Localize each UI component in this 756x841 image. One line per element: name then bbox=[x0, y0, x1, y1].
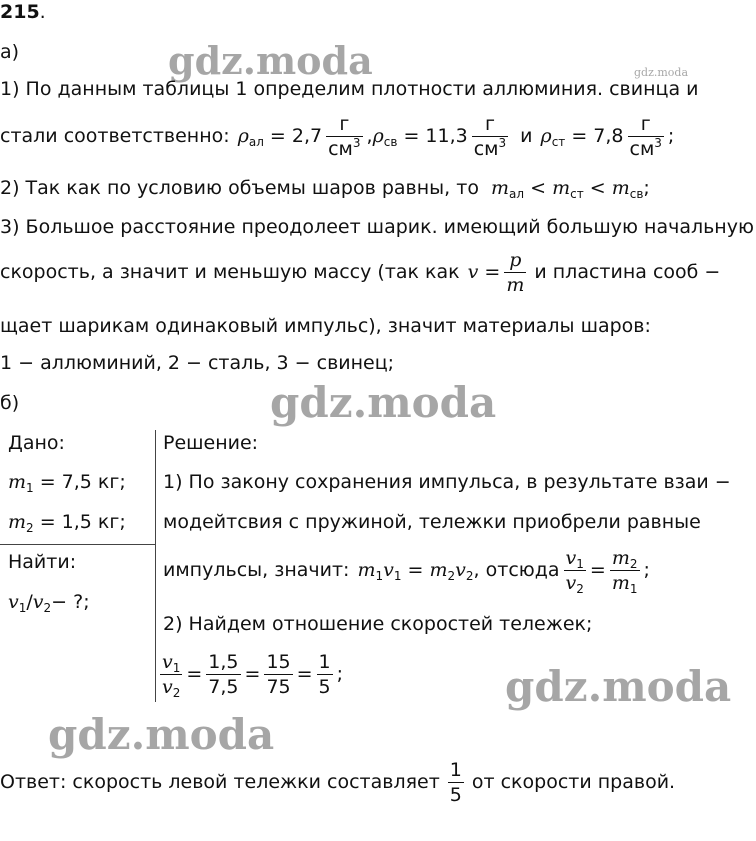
velocity-formula: v = bbox=[467, 261, 501, 283]
watermark-logo-small: gdz.moda bbox=[634, 66, 689, 79]
ratio-computation bbox=[160, 644, 343, 704]
eq-sign-r2: = bbox=[244, 663, 261, 685]
mass-inequality: $m_{ал} < m_{ст} < m_{св}$; bbox=[491, 177, 650, 201]
eq-sign-r1: = bbox=[186, 663, 203, 685]
solution-s1-line2: модейтсвия с пружиной, тележки приобрели равные bbox=[163, 511, 701, 533]
given-divider-horizontal bbox=[0, 544, 155, 545]
solution-s1-line3 bbox=[163, 542, 650, 598]
answer-fraction: $\frac{1}{5}$ bbox=[449, 758, 462, 806]
p-over-m-fraction: $\frac{p}{m}$ bbox=[506, 248, 525, 296]
rho-st: $\rho_{ст} = 7,8$ bbox=[540, 125, 624, 149]
find-title: Найти: bbox=[8, 551, 77, 573]
ratio-v-fraction: $\frac{v_1}{v_2}$ bbox=[162, 650, 181, 700]
part-a-p2 bbox=[0, 176, 650, 200]
solution-title: Решение: bbox=[163, 432, 259, 454]
part-a-label: а) bbox=[0, 41, 20, 63]
densities-prefix: стали соответственно: bbox=[0, 125, 230, 147]
solution-s1-line1: 1) По закону сохранения импульса, в результате взаи − bbox=[163, 471, 731, 493]
unit-fraction-sv: $\frac{г}{см^3}$ bbox=[473, 112, 507, 160]
eq-sign-r3: = bbox=[296, 663, 313, 685]
watermark-logo-3: gdz.moda bbox=[505, 662, 732, 711]
part-b-label: б) bbox=[0, 392, 20, 414]
m2-over-m1-fraction: $\frac{m_2}{m_1}$ bbox=[611, 546, 638, 596]
p2-text: 2) Так как по условию объемы шаров равны, то bbox=[0, 177, 479, 199]
problem-number-dot: . bbox=[39, 1, 46, 23]
s1-end: ; bbox=[643, 559, 650, 581]
unit-fraction-al: $\frac{г}{см^3}$ bbox=[328, 112, 361, 160]
watermark-logo-4: gdz.moda bbox=[48, 710, 275, 759]
part-a-p3-line4: 1 − аллюминий, 2 − сталь, 3 − свинец; bbox=[0, 352, 395, 374]
solution-s2-line1: 2) Найдем отношение скоростей тележек; bbox=[163, 613, 593, 635]
watermark-logo-2: gdz.moda bbox=[270, 378, 497, 427]
answer-suffix: от скорости правой. bbox=[471, 771, 676, 793]
rho-sv: $\rho_{св} = 11,3$ bbox=[372, 125, 468, 149]
p3-line2-prefix: скорость, а значит и меньшую массу (так как bbox=[0, 261, 460, 283]
given-divider-vertical bbox=[155, 430, 156, 702]
part-a-p3-line3: щает шарикам одинаковый импульс), значит материалы шаров: bbox=[0, 315, 651, 337]
watermark-logo-1: gdz.moda bbox=[168, 38, 373, 83]
part-a-p3-line1: 3) Большое расстояние преодолеет шарик. имеющий большую начальную bbox=[0, 216, 754, 238]
answer-prefix: Ответ: скорость левой тележки составляет bbox=[0, 771, 440, 793]
ratio-fraction-2: $\frac{15}{75}$ bbox=[266, 650, 291, 698]
part-a-p1-line1: 1) По данным таблицы 1 определим плотности аллюминия. свинца и bbox=[0, 78, 699, 100]
part-a-p1-line2 bbox=[0, 108, 674, 164]
unit-fraction-st: $\frac{г}{см^3}$ bbox=[629, 112, 662, 160]
problem-number bbox=[0, 0, 46, 24]
problem-number-value: 215 bbox=[0, 1, 40, 23]
rho-al: $\rho_{ал} = 2,7$ bbox=[237, 125, 323, 149]
s1-line3-prefix: импульсы, значит: bbox=[163, 559, 350, 581]
given-m2: $m_2 = 1,5$ кг; bbox=[8, 511, 126, 535]
find-expression: $v_1/v_2-$ ?; bbox=[8, 591, 90, 615]
s1-line3-mid: , отсюда bbox=[473, 559, 560, 581]
ratio-end: ; bbox=[336, 663, 344, 685]
p3-line2-suffix: и пластина сооб − bbox=[534, 261, 721, 283]
eq-sign-s1: = bbox=[589, 559, 606, 581]
momentum-equation: $m_1v_1 = m_2v_2$ bbox=[357, 559, 474, 583]
given-m1: $m_1 = 7,5$ кг; bbox=[8, 471, 126, 495]
given-title: Дано: bbox=[8, 432, 65, 454]
ratio-fraction-1: $\frac{1,5}{7,5}$ bbox=[208, 650, 239, 698]
part-a-p3-line2 bbox=[0, 244, 720, 300]
answer-line bbox=[0, 752, 675, 812]
semicolon-1: ; bbox=[667, 125, 675, 147]
comma-1: , bbox=[366, 125, 373, 147]
and-word: и bbox=[520, 125, 533, 147]
ratio-fraction-3: $\frac{1}{5}$ bbox=[318, 650, 331, 698]
v1-over-v2-fraction: $\frac{v_1}{v_2}$ bbox=[565, 546, 584, 596]
